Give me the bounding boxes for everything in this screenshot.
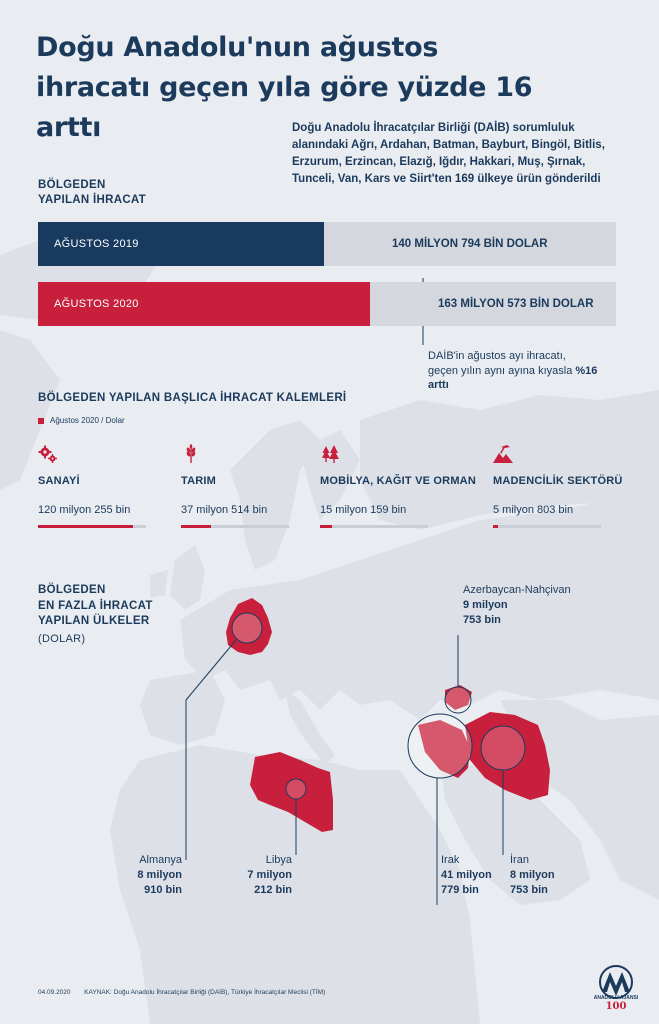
category-tarim-bar bbox=[181, 525, 211, 528]
country-libya-line1: 7 milyon bbox=[247, 869, 292, 881]
country-iran-line2: 753 bin bbox=[510, 884, 548, 896]
category-mobilya-name: MOBİLYA, KAĞIT VE ORMAN bbox=[320, 475, 476, 487]
country-azerbaycan-name: Azerbaycan-Nahçivan bbox=[463, 584, 571, 596]
export-bar-2019-value: 140 MİLYON 794 BİN DOLAR bbox=[392, 238, 548, 250]
category-tarim-value: 37 milyon 514 bin bbox=[181, 504, 268, 516]
country-almanya-line1: 8 milyon bbox=[137, 869, 182, 881]
export-bar-2020-label: AĞUSTOS 2020 bbox=[54, 298, 139, 310]
country-azerbaycan bbox=[463, 583, 613, 628]
country-irak-line1: 41 milyon bbox=[441, 869, 492, 881]
export-bar-2019-track bbox=[38, 222, 616, 266]
country-almanya-name: Almanya bbox=[139, 854, 182, 866]
gears-icon bbox=[38, 444, 58, 464]
export-bar-2020-value: 163 MİLYON 573 BİN DOLAR bbox=[438, 298, 594, 310]
mining-icon bbox=[493, 444, 513, 464]
countries-unit: (DOLAR) bbox=[38, 633, 86, 645]
country-iran-name: İran bbox=[510, 854, 529, 866]
category-madencilik-bar bbox=[493, 525, 498, 528]
trees-icon bbox=[320, 444, 344, 464]
category-mobilya-value: 15 milyon 159 bin bbox=[320, 504, 407, 516]
countries-section-heading bbox=[38, 583, 198, 630]
category-mobilya bbox=[320, 444, 480, 528]
category-sanayi-value: 120 milyon 255 bin bbox=[38, 504, 131, 516]
countries-heading-line2: EN FAZLA İHRACAT bbox=[38, 599, 153, 612]
category-madencilik-track bbox=[493, 525, 601, 528]
country-libya-line2: 212 bin bbox=[254, 884, 292, 896]
increase-note-bold: %16 arttı bbox=[428, 364, 598, 391]
increase-note-text: DAİB'in ağustos ayı ihracatı, geçen yılın aynı ayına kıyasla bbox=[428, 350, 576, 377]
category-sanayi bbox=[38, 444, 168, 528]
country-azerbaycan-line2: 753 bin bbox=[463, 614, 501, 626]
footer-date: 04.09.2020 bbox=[38, 989, 71, 996]
export-bar-2019-label: AĞUSTOS 2019 bbox=[54, 238, 139, 250]
export-heading-line1: BÖLGEDEN bbox=[38, 179, 106, 191]
category-madencilik-name: MADENCİLİK SEKTÖRÜ bbox=[493, 475, 623, 487]
category-tarim-track bbox=[181, 525, 289, 528]
legend-label: Ağustos 2020 / Dolar bbox=[50, 416, 125, 425]
category-tarim-name: TARIM bbox=[181, 475, 217, 487]
category-madencilik bbox=[493, 444, 643, 528]
category-mobilya-track bbox=[320, 525, 428, 528]
footer-source: KAYNAK: Doğu Anadolu İhracatçılar Birliği (DAİB), Türkiye İhracatçılar Meclisi (TİM) bbox=[84, 989, 326, 996]
category-sanayi-track bbox=[38, 525, 146, 528]
category-sanayi-bar bbox=[38, 525, 133, 528]
page-title: Doğu Anadolu'nun ağustos ihracatı geçen yıla göre yüzde 16 arttı bbox=[36, 32, 533, 143]
country-azerbaycan-line1: 9 milyon bbox=[463, 599, 508, 611]
logo-badge: 100 bbox=[605, 1001, 627, 1012]
country-almanya-line2: 910 bin bbox=[144, 884, 182, 896]
wheat-icon bbox=[181, 444, 201, 464]
increase-note bbox=[428, 349, 598, 393]
export-bar-2020-track bbox=[38, 282, 616, 326]
footer bbox=[38, 989, 325, 996]
country-almanya bbox=[134, 853, 182, 898]
category-sanayi-name: SANAYİ bbox=[38, 475, 80, 487]
countries-heading-line1: BÖLGEDEN bbox=[38, 584, 106, 596]
countries-heading-line3: YAPILAN ÜLKELER bbox=[38, 615, 150, 627]
country-irak-line2: 779 bin bbox=[441, 884, 479, 896]
country-irak-name: Irak bbox=[441, 854, 460, 866]
logo-name: ANADOLU AJANSI bbox=[593, 995, 639, 1001]
logo-text bbox=[586, 995, 646, 1012]
items-legend bbox=[38, 416, 125, 425]
country-irak bbox=[441, 853, 501, 898]
items-section-heading: BÖLGEDEN YAPILAN BAŞLICA İHRACAT KALEMLERİ bbox=[38, 392, 347, 404]
category-tarim bbox=[181, 444, 311, 528]
legend-swatch bbox=[38, 418, 44, 424]
category-madencilik-value: 5 milyon 803 bin bbox=[493, 504, 574, 516]
export-heading-line2: YAPILAN İHRACAT bbox=[38, 194, 147, 206]
country-libya bbox=[238, 853, 292, 898]
country-libya-name: Libya bbox=[265, 854, 292, 866]
country-iran-line1: 8 milyon bbox=[510, 869, 555, 881]
category-mobilya-bar bbox=[320, 525, 332, 528]
export-section-heading bbox=[38, 178, 238, 208]
description: Doğu Anadolu İhracatçılar Birliği (DAİB) sorumluluk alanındaki Ağrı, Ardahan, Batman, Bayburt, Bingöl, Bitlis, Erzurum, Erzincan, Elazığ, Iğdır, Hakkari, Muş, Şırnak, Tunceli, Van, Kars ve Siirt'ten 169 ülkeye ürün gönderildi bbox=[292, 122, 605, 185]
country-iran bbox=[510, 853, 570, 898]
